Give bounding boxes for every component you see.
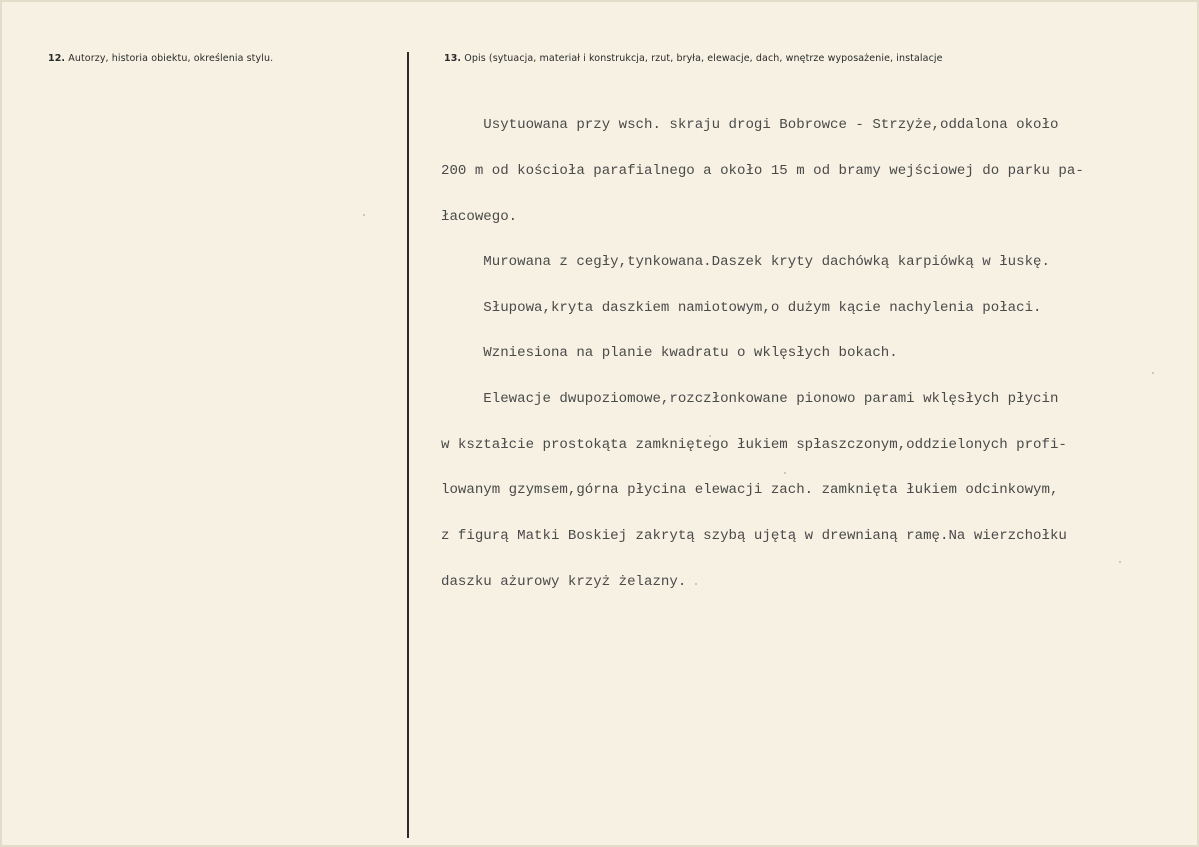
description-line: 200 m od kościoła parafialnego a około 15 m od bramy wejściowej do parku pa- [441, 163, 1084, 180]
section-13-heading [444, 53, 943, 64]
description-line: łacowego. [441, 208, 518, 225]
paper-speck [1152, 372, 1154, 374]
section-12-heading [48, 53, 273, 64]
section-13-label: Opis (sytuacja, materiał i konstrukcja, rzut, bryła, elewacje, dach, wnętrze wyposażenie, instalacje [464, 53, 943, 64]
paper-speck [784, 472, 786, 474]
column-divider [407, 52, 409, 838]
paper-speck [1119, 561, 1121, 563]
paper-speck [363, 214, 365, 216]
section-13-number: 13. [444, 53, 462, 64]
description-line: Murowana z cegły,tynkowana.Daszek kryty dachówką karpiówką w łuskę. [441, 254, 1050, 271]
section-12-label: Autorzy, historia obiektu, określenia stylu. [68, 53, 274, 64]
description-line: lowanym gzymsem,górna płycina elewacji zach. zamknięta łukiem odcinkowym, [441, 482, 1059, 499]
description-line: w kształcie prostokąta zamkniętego łukiem spłaszczonym,oddzielonych profi- [441, 436, 1067, 453]
section-12-number: 12. [48, 53, 66, 64]
description-line: Elewacje dwupoziomowe,rozczłonkowane pionowo parami wklęsłych płycin [441, 391, 1059, 408]
paper-speck [695, 583, 697, 585]
description-line: daszku ażurowy krzyż żelazny. [441, 573, 687, 590]
description-line: Wzniesiona na planie kwadratu o wklęsłych bokach. [441, 345, 898, 362]
paper-speck [709, 435, 711, 437]
typewritten-description [441, 88, 1084, 620]
description-line: Słupowa,kryta daszkiem namiotowym,o dużym kącie nachylenia połaci. [441, 299, 1042, 316]
description-line: z figurą Matki Boskiej zakrytą szybą ujętą w drewnianą ramę.Na wierzchołku [441, 527, 1067, 544]
description-line: Usytuowana przy wsch. skraju drogi Bobrowce - Strzyże,oddalona około [441, 117, 1059, 134]
